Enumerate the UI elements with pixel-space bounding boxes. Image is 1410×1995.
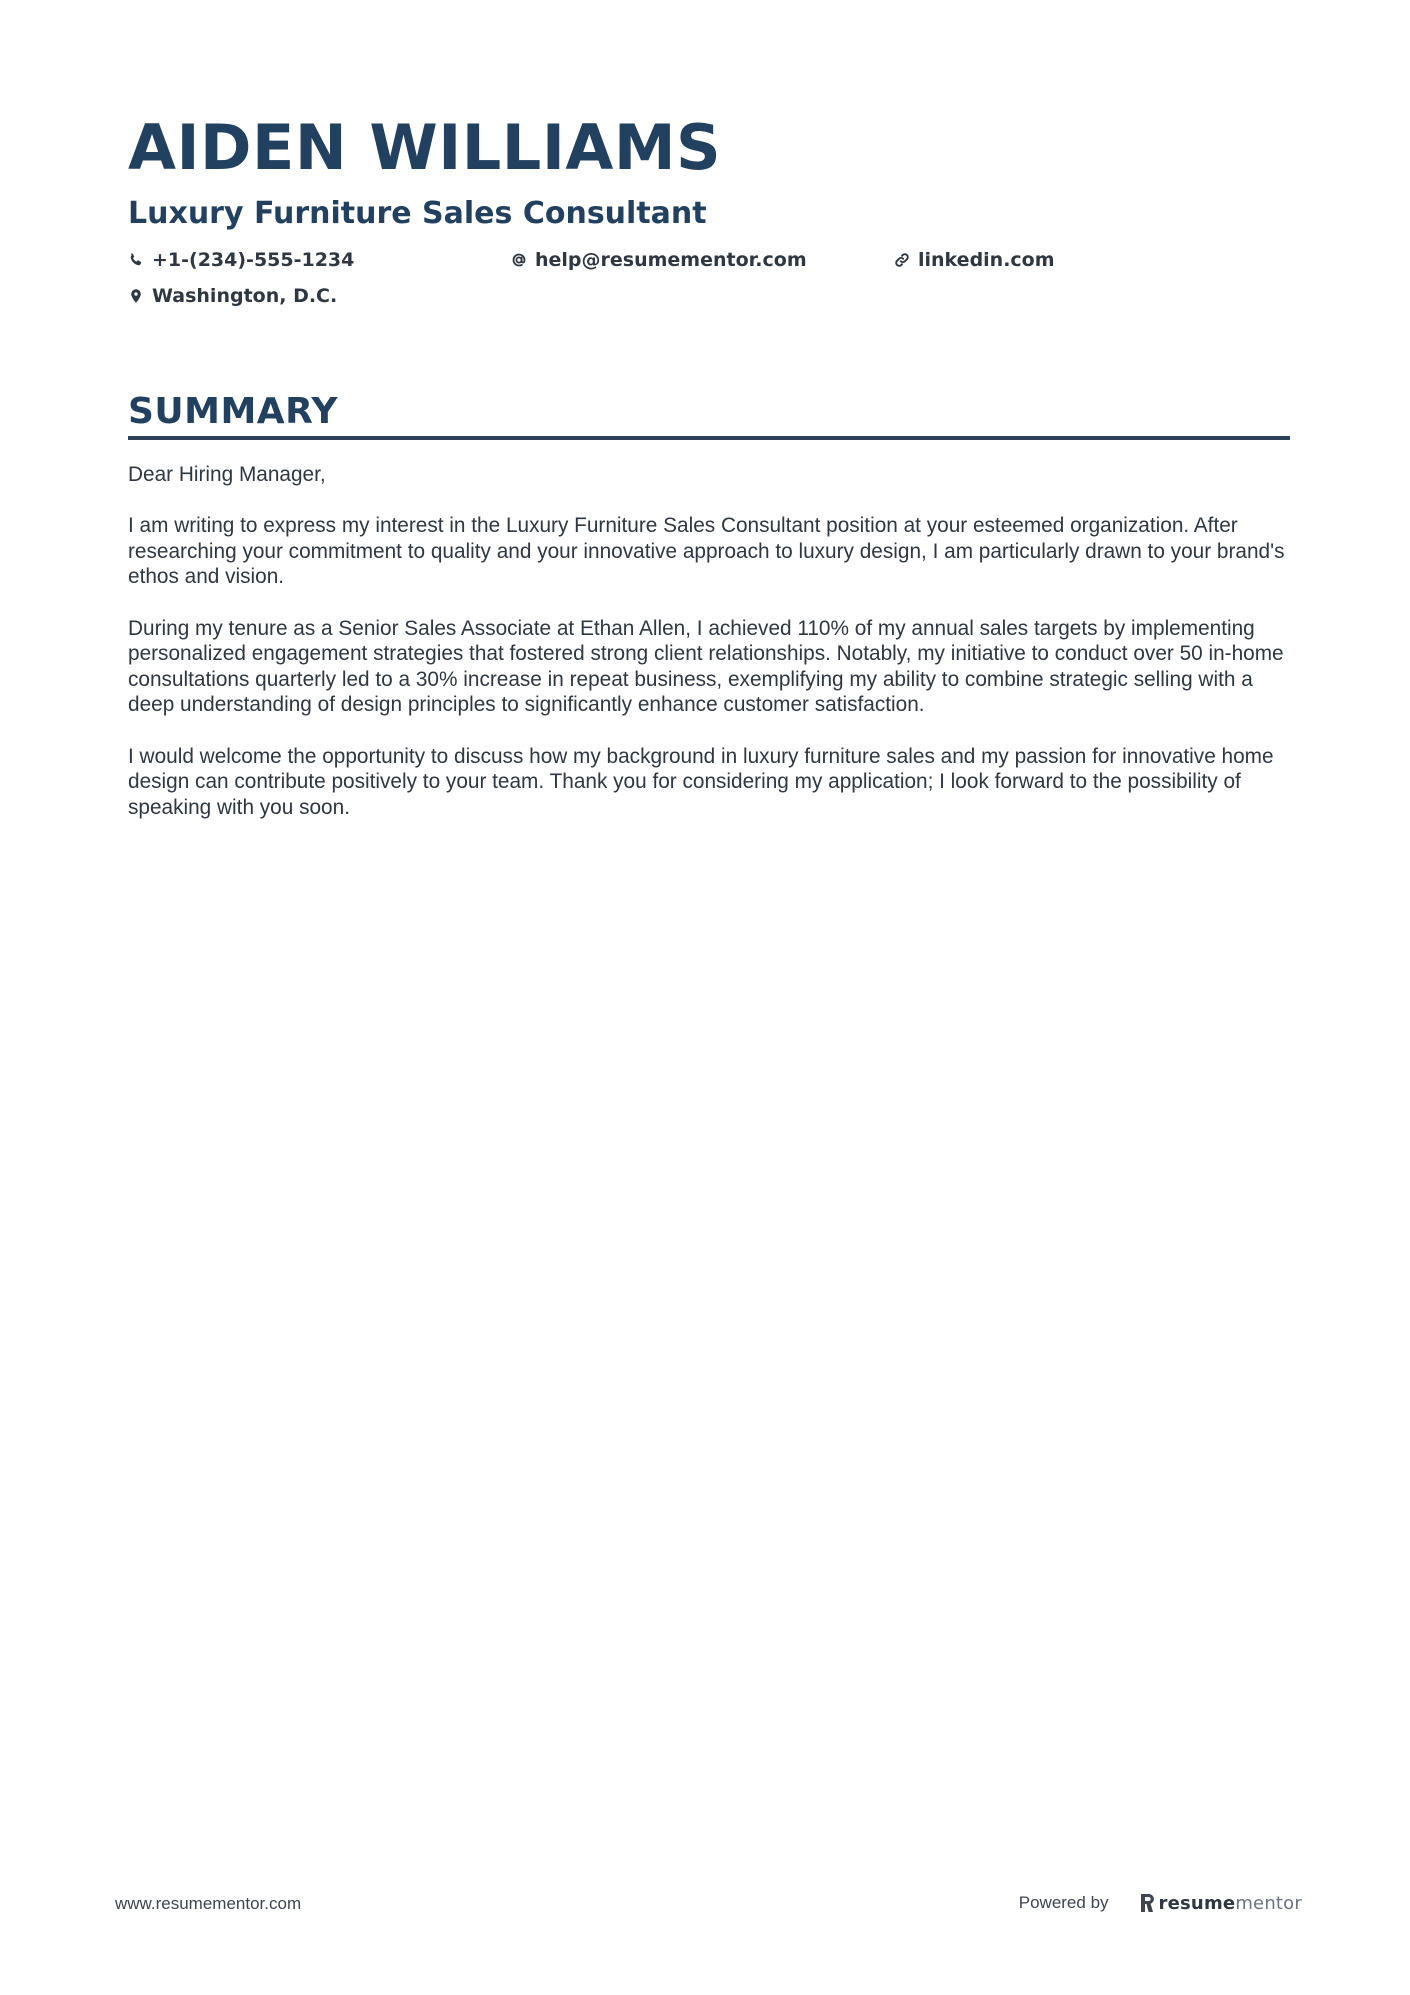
email-address[interactable]: help@resumementor.com (535, 249, 807, 271)
letter-content (128, 108, 1290, 846)
salutation: Dear Hiring Manager, (128, 463, 326, 486)
powered-by-label: Powered by (1018, 1893, 1109, 1912)
body-paragraph: I am writing to express my interest in the Luxury Furniture Sales Consultant position at your esteemed organization. After researching your commitment to quality and your innovative approach to luxury design, I am particularly drawn to your brand's ethos and vision. (128, 514, 1285, 589)
page-footer (115, 1890, 1302, 1920)
resumementor-logo-icon (1139, 1893, 1155, 1913)
summary-heading: SUMMARY (128, 391, 338, 432)
map-pin-icon (128, 288, 144, 304)
linkedin-link[interactable]: linkedin.com (918, 249, 1055, 271)
contact-location (128, 280, 511, 312)
contact-link (894, 244, 1277, 276)
body-paragraph: I would welcome the opportunity to discuss how my background in luxury furniture sales and my passion for innovative home design can contribute positively to your team. Thank you for considering my application; I look forward to the possibility of speaking with you soon. (128, 744, 1274, 819)
phone-number: +1-(234)-555-1234 (152, 249, 355, 271)
contact-phone (128, 244, 511, 276)
summary-section (128, 390, 1290, 820)
footer-website[interactable]: www.resumementor.com (115, 1894, 302, 1913)
brand-word-mentor: mentor (1235, 1892, 1302, 1914)
job-title: Luxury Furniture Sales Consultant (128, 196, 707, 231)
location-text: Washington, D.C. (152, 285, 338, 307)
phone-icon (128, 252, 144, 268)
letter-body (128, 462, 1290, 820)
at-icon (511, 252, 527, 268)
footer-brand-area (1019, 1890, 1302, 1916)
section-divider (128, 436, 1290, 440)
contact-info (128, 244, 1290, 312)
candidate-name: AIDEN WILLIAMS (128, 111, 722, 184)
link-icon (894, 252, 910, 268)
brand-wordmark (1159, 1893, 1302, 1914)
body-paragraph: During my tenure as a Senior Sales Associate at Ethan Allen, I achieved 110% of my annual sales targets by implementing personalized engagement strategies that fostered strong client relationships. Notably, my initiative to conduct over 50 in-home consultations quarterly led to a 30% increase in repeat business, exemplifying my ability to combine strategic selling with a deep understanding of design principles to significantly enhance customer satisfaction. (128, 616, 1284, 717)
contact-email (511, 244, 894, 276)
brand-word-resume: resume (1158, 1892, 1236, 1914)
brand-link[interactable] (1139, 1893, 1302, 1914)
